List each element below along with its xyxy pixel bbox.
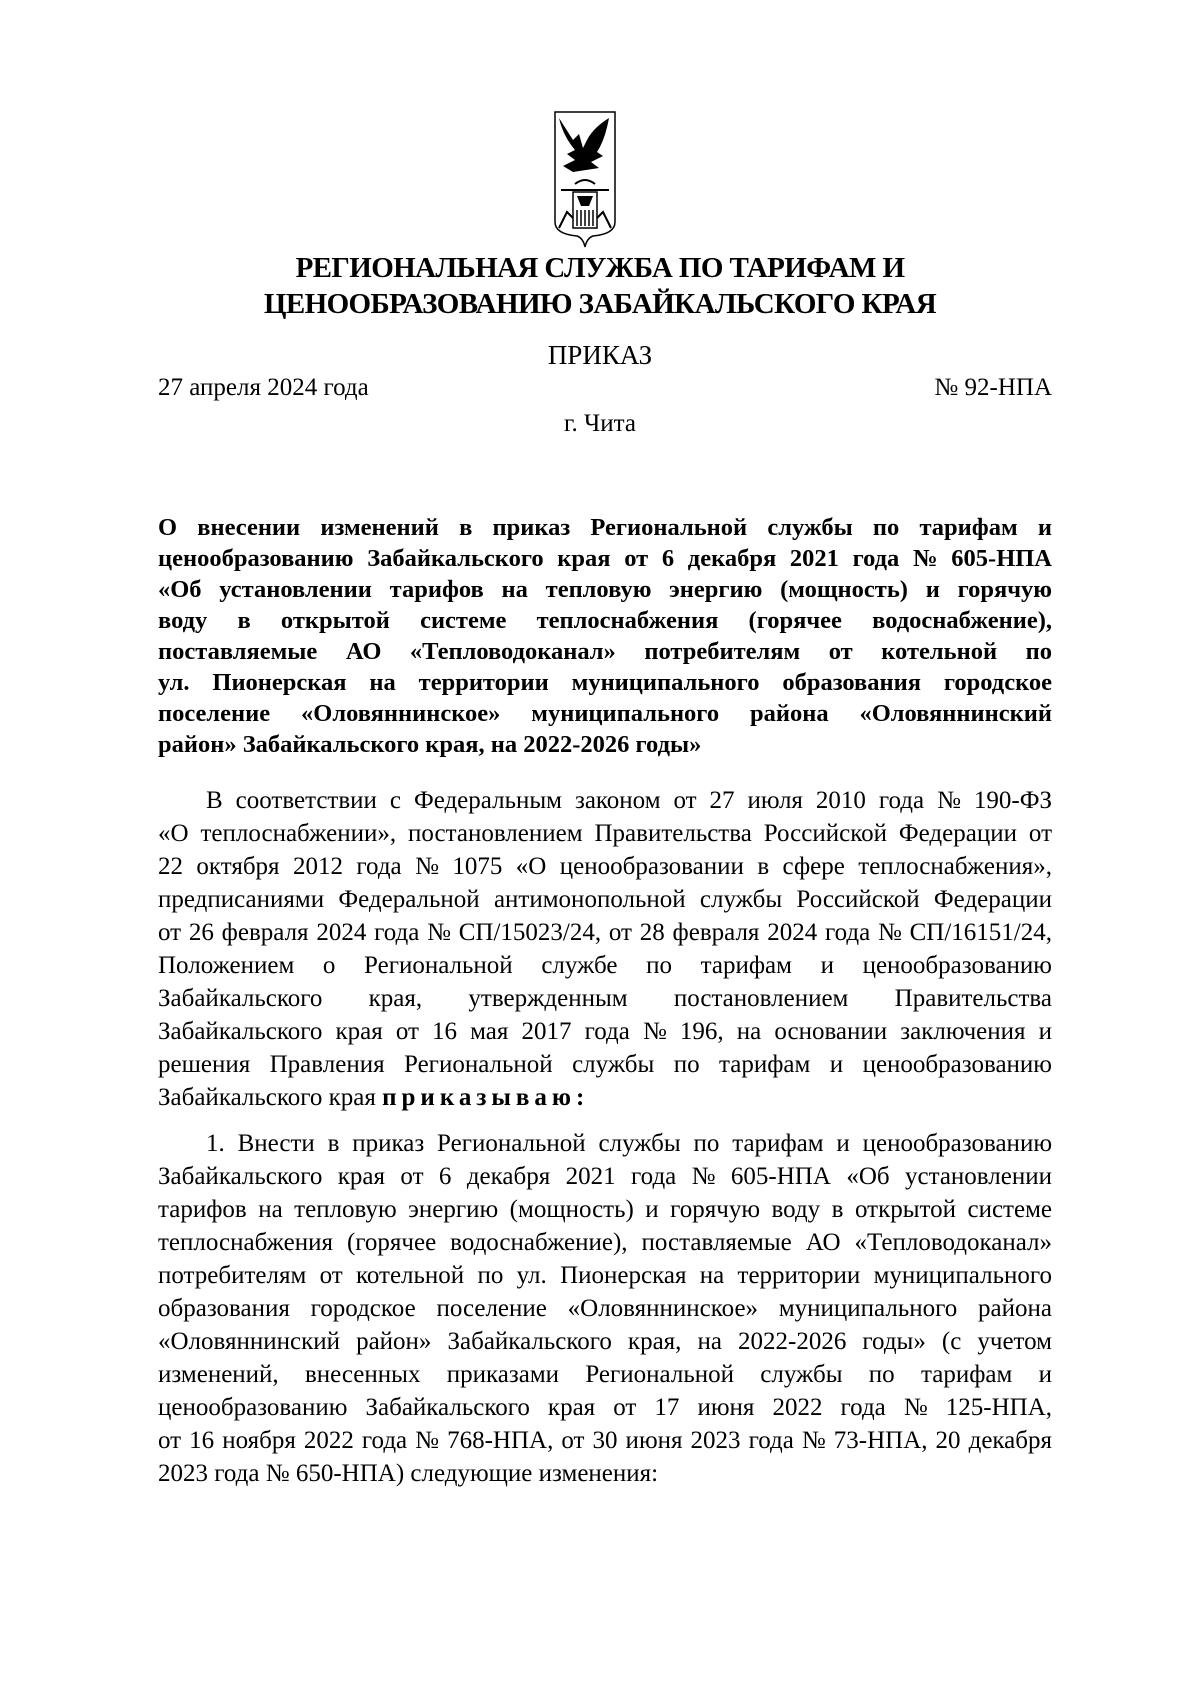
item-line: образования городское поселение «Оловяннинское» муниципального района xyxy=(158,1295,1052,1322)
title-line: «Об установлении тарифов на тепловую энергию (мощность) и горячую xyxy=(158,576,1052,603)
document-date: 27 апреля 2024 года xyxy=(158,374,369,401)
coat-of-arms-emblem xyxy=(553,110,617,248)
item-line: «Оловяннинский район» Забайкальского края, на 2022-2026 годы» (с учетом xyxy=(158,1328,1052,1355)
title-line: ценообразованию Забайкальского края от 6 декабря 2021 года № 605-НПА xyxy=(158,545,1052,572)
title-line: поставляемые АО «Тепловодоканал» потребителям от котельной по xyxy=(158,638,1052,665)
preamble-line: 22 октября 2012 года № 1075 «О ценообразовании в сфере теплоснабжения», xyxy=(158,853,1052,880)
title-line: О внесении изменений в приказ Региональной службы по тарифам и xyxy=(158,514,1052,541)
item-line: Забайкальского края от 6 декабря 2021 года № 605-НПА «Об установлении xyxy=(158,1163,1052,1190)
title-line: воду в открытой системе теплоснабжения (горячее водоснабжение), xyxy=(158,607,1052,634)
order-command: приказываю: xyxy=(382,1084,590,1111)
item-line: от 16 ноября 2022 года № 768-НПА, от 30 июня 2023 года № 73-НПА, 20 декабря xyxy=(158,1427,1052,1454)
preamble-line: от 26 февраля 2024 года № СП/15023/24, от 28 февраля 2024 года № СП/16151/24, xyxy=(158,919,1052,946)
document-city: г. Чита xyxy=(564,410,636,437)
item-line: тарифов на тепловую энергию (мощность) и горячую воду в открытой системе xyxy=(158,1196,1052,1223)
preamble-line: Забайкальского края от 16 мая 2017 года № 196, на основании заключения и xyxy=(158,1018,1052,1045)
title-line: поселение «Оловяннинское» муниципального района «Оловяннинский xyxy=(158,700,1052,727)
item-line: изменений, внесенных приказами Региональной службы по тарифам и xyxy=(158,1361,1052,1388)
preamble-line: Забайкальского края, утвержденным постановлением Правительства xyxy=(158,985,1052,1012)
item-line: 2023 года № 650-НПА) следующие изменения: xyxy=(158,1460,659,1487)
preamble-line: Положением о Региональной службе по тарифам и ценообразованию xyxy=(158,952,1052,979)
item-line: теплоснабжения (горячее водоснабжение), поставляемые АО «Тепловодоканал» xyxy=(158,1229,1052,1256)
title-line: район» Забайкальского края, на 2022-2026 годы» xyxy=(158,731,702,758)
document-title xyxy=(158,512,1052,760)
title-line: ул. Пионерская на территории муниципального образования городское xyxy=(158,669,1052,696)
preamble-line: «О теплоснабжении», постановлением Правительства Российской Федерации от xyxy=(158,820,1052,847)
preamble-paragraph xyxy=(158,784,1052,1114)
item-1-paragraph xyxy=(158,1127,1052,1490)
item-line: потребителям от котельной по ул. Пионерская на территории муниципального xyxy=(158,1262,1052,1289)
preamble-line xyxy=(158,1081,589,1114)
org-name-line1: РЕГИОНАЛЬНАЯ СЛУЖБА ПО ТАРИФАМ И xyxy=(295,252,905,284)
item-line: ценообразованию Забайкальского края от 17 июня 2022 года № 125-НПА, xyxy=(158,1394,1052,1421)
preamble-line: предписаниями Федеральной антимонопольной службы Российской Федерации xyxy=(158,886,1052,913)
item-line: 1. Внести в приказ Региональной службы по тарифам и ценообразованию xyxy=(206,1130,1052,1157)
document-type: ПРИКАЗ xyxy=(547,340,653,370)
preamble-line: решения Правления Региональной службы по тарифам и ценообразованию xyxy=(158,1051,1052,1078)
preamble-line-text: Забайкальского края xyxy=(158,1084,383,1111)
org-name-line2: ЦЕНООБРАЗОВАНИЮ ЗАБАЙКАЛЬСКОГО КРАЯ xyxy=(263,288,937,320)
document-number: № 92-НПА xyxy=(934,374,1052,401)
preamble-line: В соответствии с Федеральным законом от 27 июля 2010 года № 190-ФЗ xyxy=(206,787,1052,814)
